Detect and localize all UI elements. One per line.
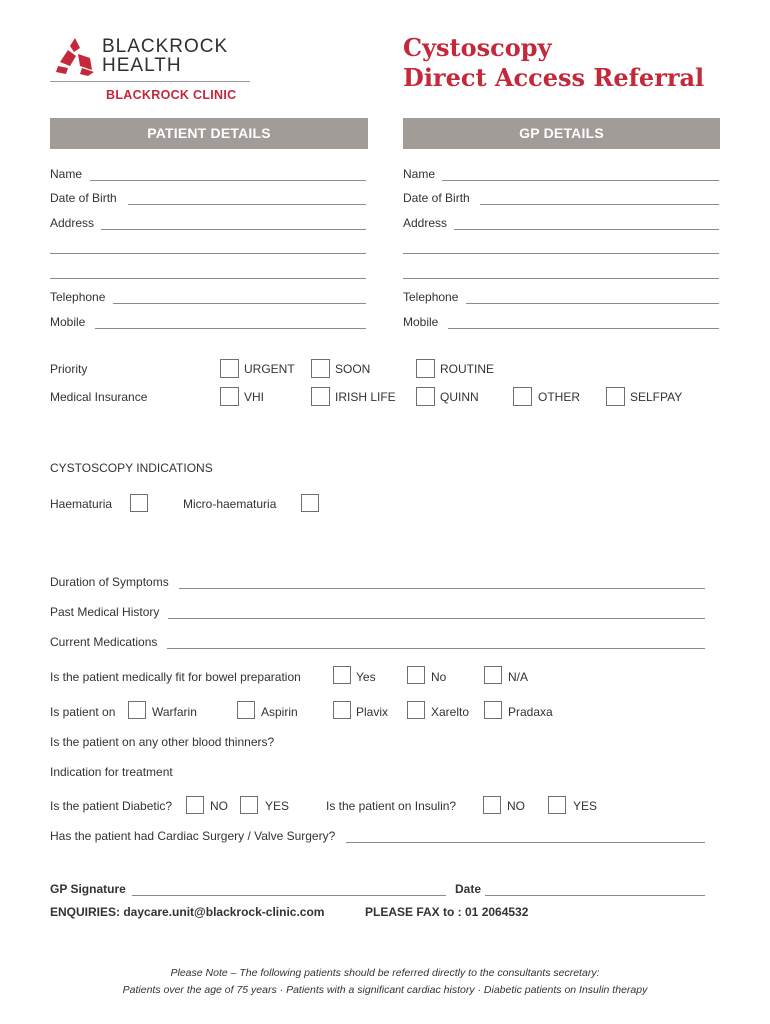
insurance-quinn-checkbox[interactable] <box>416 387 435 406</box>
haematuria-label: Haematuria <box>50 497 113 511</box>
bowel-na-checkbox[interactable] <box>484 666 502 684</box>
insurance-irish-life-label: IRISH LIFE <box>335 390 396 404</box>
patient-dob-field[interactable] <box>128 204 366 205</box>
logo-divider <box>50 81 250 82</box>
insurance-other-checkbox[interactable] <box>513 387 532 406</box>
logo-line1: BLACKROCK <box>102 36 229 57</box>
gp-address-field-1[interactable] <box>454 229 719 230</box>
bowel-no-checkbox[interactable] <box>407 666 425 684</box>
insurance-irish-life-checkbox[interactable] <box>311 387 330 406</box>
current-meds-label: Current Medications <box>50 635 158 649</box>
plavix-label: Plavix <box>356 705 389 719</box>
patient-dob-label: Date of Birth <box>50 191 117 205</box>
gp-signature-label: GP Signature <box>50 882 126 896</box>
note-line-1: Please Note – The following patients should be referred directly to the consultants secretary: <box>170 967 600 979</box>
clinic-name: BLACKROCK CLINIC <box>106 88 237 102</box>
insulin-no-checkbox[interactable] <box>483 796 501 814</box>
priority-soon-checkbox[interactable] <box>311 359 330 378</box>
enquiries-text: ENQUIRIES: daycare.unit@blackrock-clinic.com <box>50 905 325 919</box>
micro-haematuria-checkbox[interactable] <box>301 494 319 512</box>
haematuria-checkbox[interactable] <box>130 494 148 512</box>
xarelto-checkbox[interactable] <box>407 701 425 719</box>
gp-address-label: Address <box>403 216 448 230</box>
patient-name-label: Name <box>50 167 83 181</box>
aspirin-label: Aspirin <box>261 705 298 719</box>
gp-signature-field[interactable] <box>132 895 446 896</box>
patient-telephone-field[interactable] <box>113 303 366 304</box>
patient-telephone-label: Telephone <box>50 290 106 304</box>
patient-address-field-2[interactable] <box>50 253 366 254</box>
priority-urgent-checkbox[interactable] <box>220 359 239 378</box>
insurance-vhi-checkbox[interactable] <box>220 387 239 406</box>
other-thinners-question: Is the patient on any other blood thinners? <box>50 735 275 749</box>
past-history-field[interactable] <box>168 618 705 619</box>
gp-details-header: GP DETAILS <box>403 118 720 149</box>
insurance-selfpay-label: SELFPAY <box>630 390 683 404</box>
patient-address-field-3[interactable] <box>50 278 366 279</box>
diabetic-no-label: NO <box>210 799 228 813</box>
patient-mobile-label: Mobile <box>50 315 86 329</box>
patient-address-field-1[interactable] <box>101 229 366 230</box>
duration-label: Duration of Symptoms <box>50 575 169 589</box>
current-meds-field[interactable] <box>167 648 705 649</box>
gp-telephone-field[interactable] <box>466 303 719 304</box>
form-title-line1: Cystoscopy <box>403 33 552 62</box>
bowel-no-label: No <box>431 670 447 684</box>
form-title-line2: Direct Access Referral <box>403 63 705 92</box>
bowel-yes-label: Yes <box>356 670 376 684</box>
xarelto-label: Xarelto <box>431 705 470 719</box>
priority-routine-label: ROUTINE <box>440 362 494 376</box>
insurance-quinn-label: QUINN <box>440 390 479 404</box>
gp-telephone-label: Telephone <box>403 290 459 304</box>
gp-address-field-2[interactable] <box>403 253 719 254</box>
bowel-na-label: N/A <box>508 670 529 684</box>
past-history-label: Past Medical History <box>50 605 160 619</box>
pradaxa-label: Pradaxa <box>508 705 553 719</box>
note-line-2: Patients over the age of 75 years · Patients with a significant cardiac history · Diabetic patients on Insulin therapy <box>122 984 648 996</box>
anticoag-question: Is patient on <box>50 705 116 719</box>
insurance-selfpay-checkbox[interactable] <box>606 387 625 406</box>
blackrock-logo-icon <box>54 36 96 76</box>
indications-heading: CYSTOSCOPY INDICATIONS <box>50 461 213 475</box>
micro-haematuria-label: Micro-haematuria <box>183 497 277 511</box>
diabetic-no-checkbox[interactable] <box>186 796 204 814</box>
date-field[interactable] <box>485 895 705 896</box>
priority-routine-checkbox[interactable] <box>416 359 435 378</box>
patient-details-header: PATIENT DETAILS <box>50 118 368 149</box>
insurance-label: Medical Insurance <box>50 390 148 404</box>
bowel-question: Is the patient medically fit for bowel preparation <box>50 670 301 684</box>
gp-dob-field[interactable] <box>480 204 719 205</box>
aspirin-checkbox[interactable] <box>237 701 255 719</box>
cardiac-question: Has the patient had Cardiac Surgery / Valve Surgery? <box>50 829 336 843</box>
diabetic-yes-label: YES <box>265 799 290 813</box>
insulin-no-label: NO <box>507 799 525 813</box>
date-label: Date <box>455 882 482 896</box>
gp-name-field[interactable] <box>442 180 719 181</box>
indication-treatment-label: Indication for treatment <box>50 765 173 779</box>
priority-soon-label: SOON <box>335 362 371 376</box>
insurance-vhi-label: VHI <box>244 390 265 404</box>
diabetic-question: Is the patient Diabetic? <box>50 799 173 813</box>
insulin-yes-label: YES <box>573 799 598 813</box>
priority-urgent-label: URGENT <box>244 362 295 376</box>
insulin-question: Is the patient on Insulin? <box>326 799 457 813</box>
warfarin-checkbox[interactable] <box>128 701 146 719</box>
insurance-other-label: OTHER <box>538 390 580 404</box>
gp-dob-label: Date of Birth <box>403 191 470 205</box>
patient-address-label: Address <box>50 216 95 230</box>
plavix-checkbox[interactable] <box>333 701 351 719</box>
gp-address-field-3[interactable] <box>403 278 719 279</box>
duration-field[interactable] <box>179 588 705 589</box>
priority-label: Priority <box>50 362 88 376</box>
fax-text: PLEASE FAX to : 01 2064532 <box>365 905 529 919</box>
gp-mobile-label: Mobile <box>403 315 439 329</box>
pradaxa-checkbox[interactable] <box>484 701 502 719</box>
patient-name-field[interactable] <box>90 180 366 181</box>
patient-mobile-field[interactable] <box>95 328 366 329</box>
warfarin-label: Warfarin <box>152 705 197 719</box>
insulin-yes-checkbox[interactable] <box>548 796 566 814</box>
gp-mobile-field[interactable] <box>448 328 719 329</box>
cardiac-field[interactable] <box>346 842 705 843</box>
logo-line2: HEALTH <box>102 55 182 76</box>
bowel-yes-checkbox[interactable] <box>333 666 351 684</box>
gp-name-label: Name <box>403 167 436 181</box>
logo <box>52 36 252 106</box>
diabetic-yes-checkbox[interactable] <box>240 796 258 814</box>
